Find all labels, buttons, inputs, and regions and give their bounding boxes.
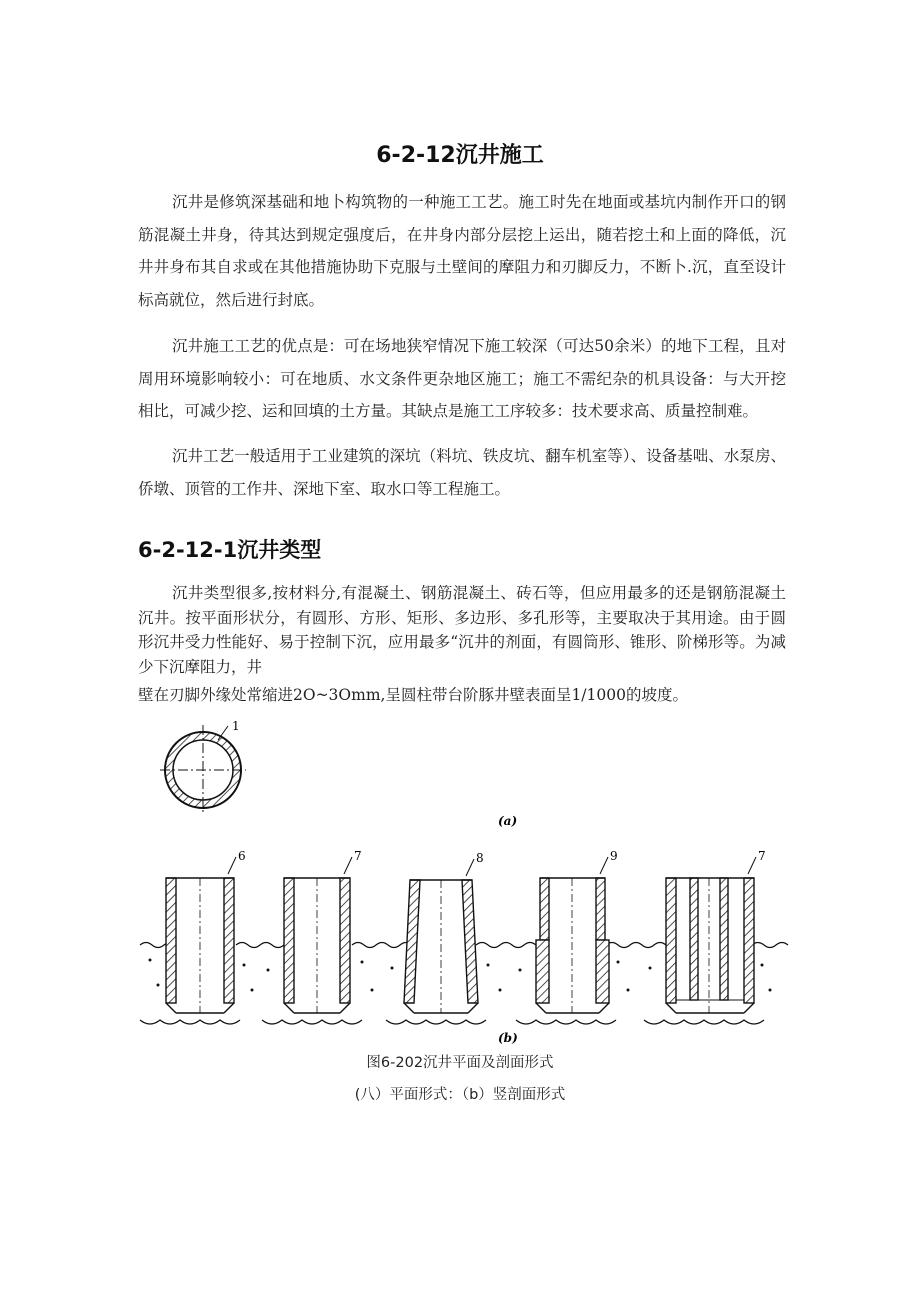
callout-b-1: 6 <box>238 849 246 863</box>
section-line: 壁在刃脚外缘处常缩进2O~3Omm,呈圆柱带台阶豚井壁表面呈1/1000的坡度。 <box>138 686 688 704</box>
section-stepped <box>516 857 616 1024</box>
callout-b-3: 8 <box>476 851 484 865</box>
soil-texture <box>149 959 772 992</box>
section-cylinder <box>140 857 240 1024</box>
section-tapered <box>386 859 486 1024</box>
plan-view-ring <box>160 725 246 815</box>
paragraph-3: 沉井工艺一般适用于工业建筑的深坑（料坑、铁皮坑、翻车机室等）、设备基咄、水泵房、侨墩、顶管的工作井、深地下室、取水口等工程施工。 <box>138 447 786 498</box>
label-b: (b) <box>498 1031 518 1045</box>
paragraph-1: 沉井是修筑深基础和地卜构筑物的一种施工工艺。施工时先在地面或基坑内制作开口的钢筋混凝土井身，待其达到规定强度后，在井身内部分层挖上运出，随若挖土和上面的降低，沉井井身布其自求或在其他措施协助下克服与土壁间的摩阻力和刃脚反力，不断卜.沉，直至设计标高就位，然后进行封底。 <box>138 193 786 309</box>
callout-a: 1 <box>232 719 240 733</box>
paragraph-2: 沉井施工工艺的优点是：可在场地狭窄情况下施工较深（可达50余米）的地下工程，且对周用环境影响较小：可在地质、水文条件更杂地区施工；施工不需纪杂的机具设备：与大开挖相比，可减少挖、运和回填的土方量。其缺点是施工工序较多：技术要求高、质量控制难。 <box>138 337 786 420</box>
section-cylinder-offset <box>262 857 362 1024</box>
section-paragraph: 沉井类型很多,按材料分,有混凝土、钢筋混凝土、砖石等，但应用最多的还是钢筋混凝土沉井。按平面形状分，有圆形、方形、矩形、多边形、多孔形等，主要取决于其用途。由于圆形沉井受力性能好、易于控制下沉，应用最多“沉井的剂面，有圆筒形、锥形、阶梯形等。为减少下沉摩阻力，井 <box>138 584 786 676</box>
section-title: 6-2-12-1沉井类型 <box>138 538 322 562</box>
callout-b-2: 7 <box>354 849 362 863</box>
callout-b-5: 7 <box>758 849 766 863</box>
figure-subcaption: (八）平面形式：（b）竖剖面形式 <box>354 1087 566 1103</box>
callout-b-4: 9 <box>610 849 618 863</box>
figure-caption: 图6-202沉井平面及剖面形式 <box>366 1055 554 1071</box>
page-title: 6-2-12沉井施工 <box>376 143 544 168</box>
section-multi-cell <box>644 857 764 1024</box>
label-a: (a) <box>498 814 518 828</box>
